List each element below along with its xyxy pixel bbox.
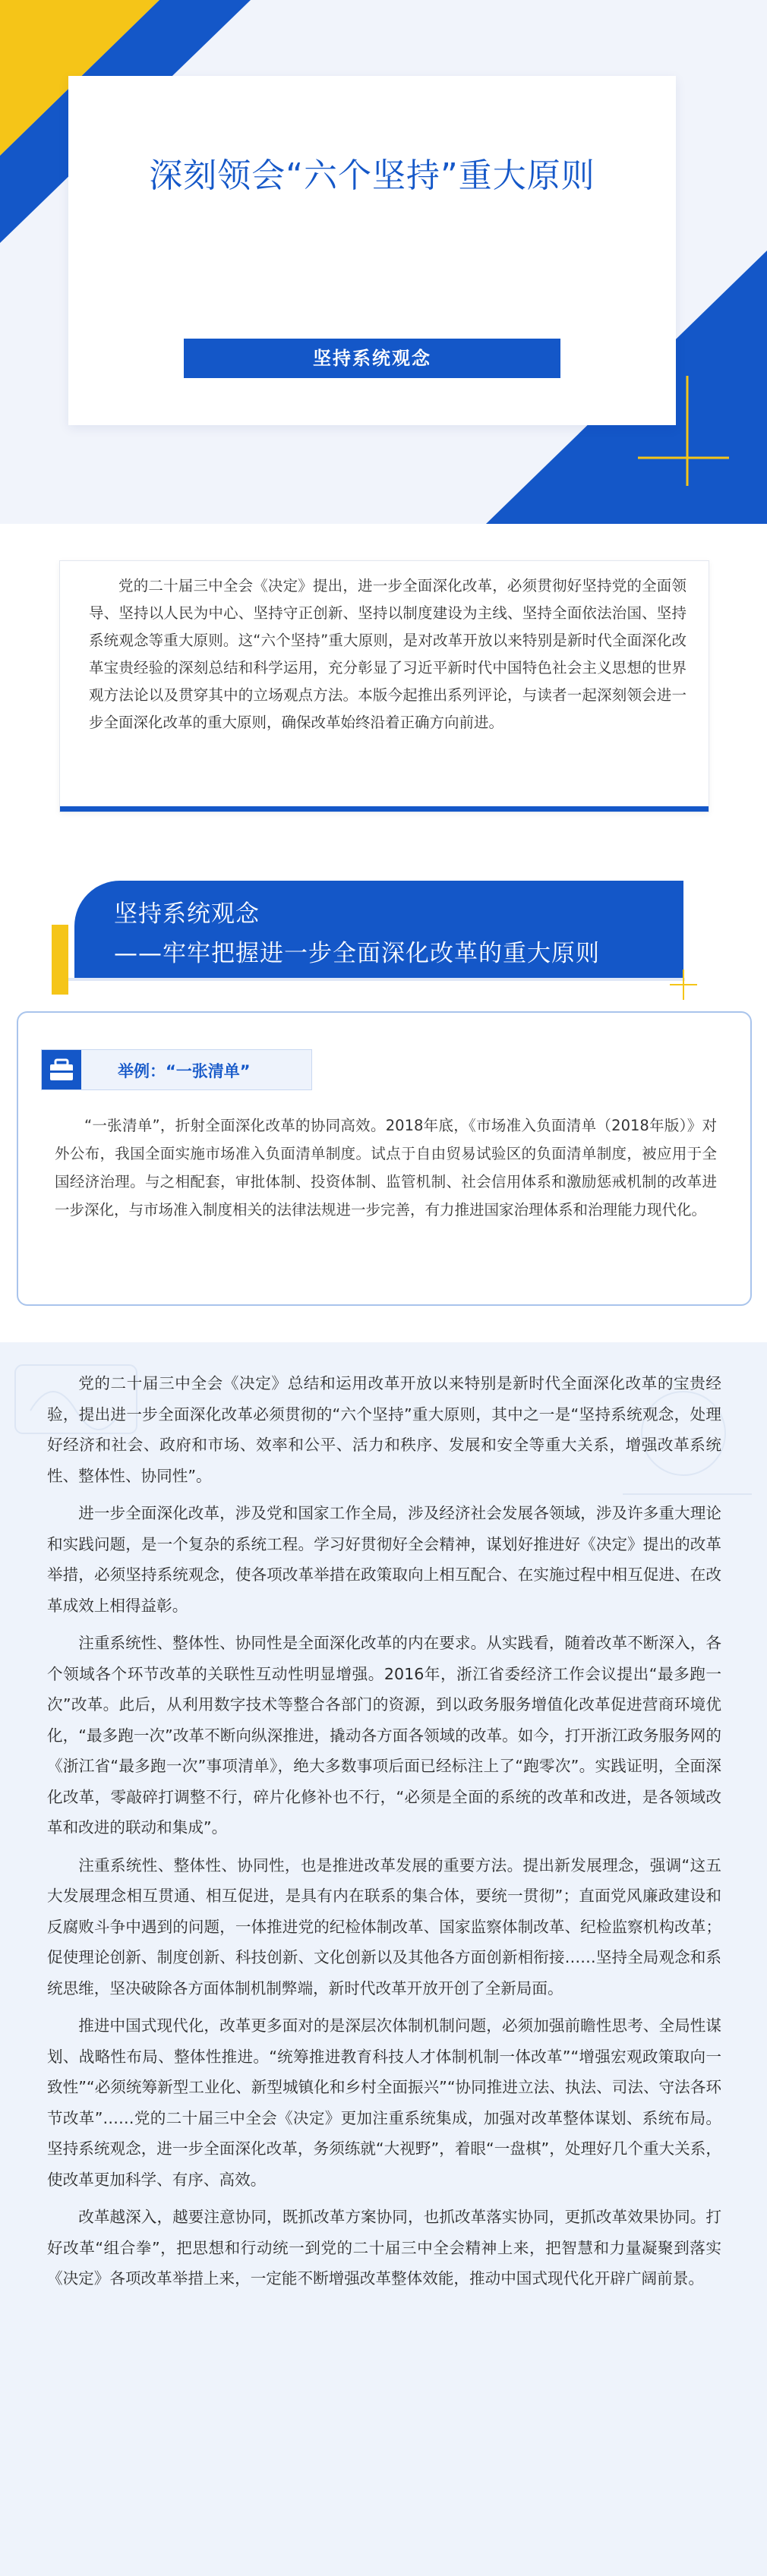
- section-subtitle: ——牢牢把握进一步全面深化改革的重大原则: [114, 940, 600, 967]
- section-accent-bar: [52, 925, 68, 995]
- page-title: 深刻领会“六个坚持”重大原则: [149, 156, 595, 195]
- intro-box: [59, 560, 709, 812]
- example-label: [41, 1049, 312, 1090]
- example-label-text: 举例：“一张清单”: [118, 1062, 251, 1080]
- briefcase-icon: [42, 1050, 81, 1089]
- body-paragraph: 注重系统性、整体性、协同性是全面深化改革的内在要求。从实践看，随着改革不断深入，各个领域各个环节改革的关联性互动性明显增强。2016年，浙江省委经济工作会议提出“最多跑一次”改革。此后，从利用数字技术等整合各部门的资源，到以政务服务增值化改革促进营商环境优化，“最多跑一次”改革不断向纵深推进，撬动各方面各领域的改革。如今，打开浙江政务服务网的《浙江省“最多跑一次”事项清单》，绝大多数事项后面已经标注上了“跑零次”。实践证明，全面深化改革，零敲碎打调整不行，碎片化修补也不行，“必须是全面的系统的改革和改进，是各领域改革和改进的联动和集成”。: [47, 1634, 721, 1837]
- body-paragraph: 改革越深入，越要注意协同，既抓改革方案协同，也抓改革落实协同，更抓改革效果协同。打好改革“组合拳”，把思想和行动统一到党的二十届三中全会精神上来，把智慧和力量凝聚到落实《决定》各项改革举措上来，一定能不断增强改革整体效能，推动中国式现代化开辟广阔前景。: [47, 2208, 721, 2288]
- hero-banner: [0, 0, 767, 524]
- body-paragraph: 推进中国式现代化，改革更多面对的是深层次体制机制问题，必须加强前瞻性思考、全局性谋划、战略性布局、整体性推进。“统筹推进教育科技人才体制机制一体改革”“增强宏观政策取向一致性”“必须统筹新型工业化、新型城镇化和乡村全面振兴”“协同推进立法、执法、司法、守法各环节改革”……党的二十届三中全会《决定》更加注重系统集成，加强对改革整体谋划、系统布局。坚持系统观念，进一步全面深化改革，务须练就“大视野”，着眼“一盘棋”，处理好几个重大关系，使改革更加科学、有序、高效。: [47, 2016, 721, 2189]
- sparkle-decoration: [661, 966, 706, 1004]
- body-paragraph: 党的二十届三中全会《决定》总结和运用改革开放以来特别是新时代全面深化改革的宝贵经验，提出进一步全面深化改革必须贯彻的“六个坚持”重大原则，其中之一是“坚持系统观念，处理好经济和社会、政府和市场、效率和公平、活力和秩序、发展和安全等重大关系，增强改革系统性、整体性、协同性”。: [47, 1374, 721, 1485]
- topic-band: 坚持系统观念: [184, 339, 560, 378]
- example-box: [17, 1011, 752, 1306]
- intro-bottom-bar: [60, 806, 709, 812]
- section-heading: [74, 881, 683, 979]
- section-title: 坚持系统观念: [114, 900, 260, 928]
- body-paragraph: 注重系统性、整体性、协同性，也是推进改革发展的重要方法。提出新发展理念，强调“这五大发展理念相互贯通、相互促进，是具有内在联系的集合体，要统一贯彻”；直面党风廉政建设和反腐败斗争中遇到的问题，一体推进党的纪检体制改革、国家监察体制改革、纪检监察机构改革；促使理论创新、制度创新、科技创新、文化创新以及其他各方面创新相衔接……坚持全局观念和系统思维，坚决破除各方面体制机制弊端，新时代改革开放开创了全新局面。: [47, 1856, 721, 1997]
- body-paragraph: 进一步全面深化改革，涉及党和国家工作全局，涉及经济社会发展各领域，涉及许多重大理论和实践问题，是一个复杂的系统工程。学习好贯彻好全会精神，谋划好推进好《决定》提出的改革举措，必须坚持系统观念，使各项改革举措在政策取向上相互配合、在实施过程中相互促进、在改革成效上相得益彰。: [47, 1504, 721, 1615]
- intro-text: 党的二十届三中全会《决定》提出，进一步全面深化改革，必须贯彻好坚持党的全面领导、坚持以人民为中心、坚持守正创新、坚持以制度建设为主线、坚持全面依法治国、坚持系统观念等重大原则。这“六个坚持”重大原则，是对改革开放以来特别是新时代全面深化改革宝贵经验的深刻总结和科学运用，充分彰显了习近平新时代中国特色社会主义思想的世界观方法论以及贯穿其中的立场观点方法。本版今起推出系列评论，与读者一起深刻领会进一步全面深化改革的重大原则，确保改革始终沿着正确方向前进。: [89, 577, 687, 731]
- section-underline: [68, 978, 685, 981]
- example-text: “一张清单”，折射全面深化改革的协同高效。2018年底，《市场准入负面清单（2018年版）》对外公布，我国全面实施市场准入负面清单制度。试点于自由贸易试验区的负面清单制度，被应用于全国经济治理。与之相配套，审批体制、投资体制、监管机制、社会信用体系和激励惩戒机制的改革进一步深化，与市场准入制度相关的法律法规进一步完善，有力推进国家治理体系和治理能力现代化。: [55, 1117, 717, 1219]
- article-body: [47, 1368, 721, 2301]
- hero-card: [68, 76, 676, 425]
